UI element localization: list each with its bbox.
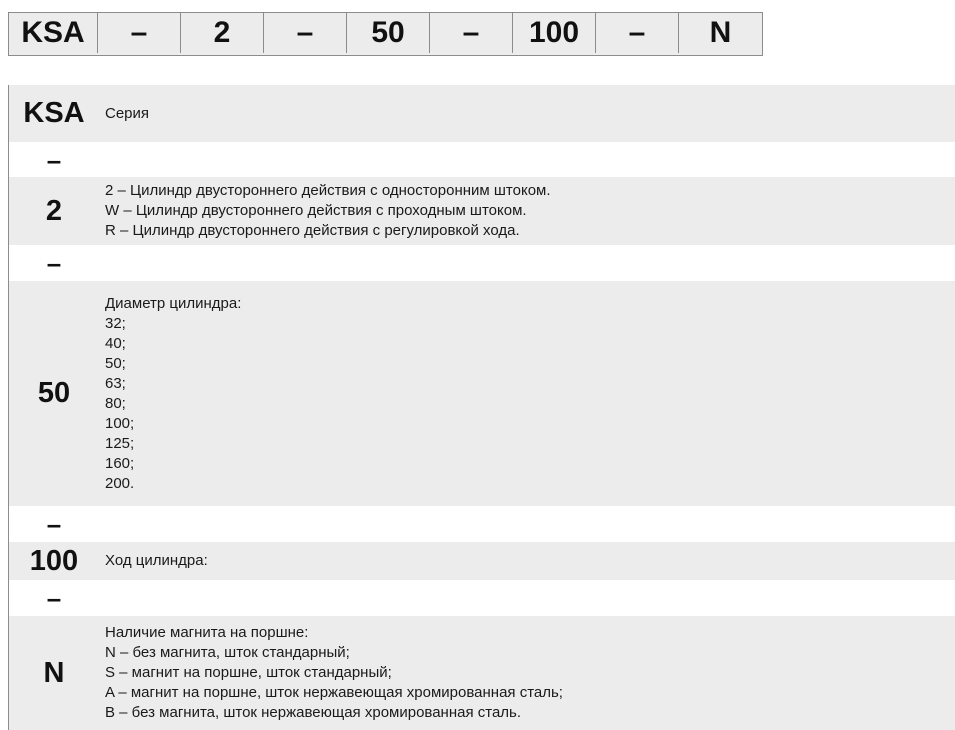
code-stroke: 100 [513,13,596,53]
desc-line: 63; [105,374,126,392]
row-diameter [9,281,955,506]
code-separator: – [596,13,679,53]
desc-line: 40; [105,334,126,352]
desc-line: 50; [105,354,126,372]
row-separator [9,142,955,177]
desc-line: 80; [105,394,126,412]
desc-line: 100; [105,414,135,432]
code-type: 2 [181,13,264,53]
row-separator [9,245,955,281]
desc-line: S – магнит на поршне, шток стандарный; [105,664,392,681]
row-key: N [43,656,65,689]
row-key: KSA [23,97,85,129]
row-description [99,181,955,241]
code-separator: – [430,13,513,53]
row-description [99,551,955,571]
desc-line: Наличие магнита на поршне: [105,624,309,641]
row-series [9,85,955,142]
desc-line: W – Цилиндр двустороннего действия с проходным штоком. [105,202,527,219]
row-separator [9,580,955,616]
desc-line: R – Цилиндр двустороннего действия с регулировкой хода. [105,222,520,239]
row-magnet [9,616,955,730]
row-description [99,294,955,494]
row-key: – [46,248,62,278]
desc-line: Серия [105,104,150,122]
code-separator: – [98,13,181,53]
row-separator [9,506,955,542]
row-description [99,104,955,124]
row-key: 100 [29,544,79,577]
desc-line: 200. [105,474,135,492]
desc-line: A – магнит на поршне, шток нержавеющая хромированная сталь; [105,684,563,701]
row-key: – [46,583,62,613]
desc-line: 32; [105,314,126,332]
code-separator: – [264,13,347,53]
desc-line: 2 – Цилиндр двустороннего действия с односторонним штоком. [105,182,551,199]
row-type [9,177,955,245]
desc-line: Диаметр цилиндра: [105,294,242,312]
spec-table [8,85,955,730]
row-key: – [46,509,62,539]
desc-line: B – без магнита, шток нержавеющая хромированная сталь. [105,704,522,721]
row-stroke [9,542,955,580]
row-key: 2 [45,194,63,227]
desc-line: N – без магнита, шток стандарный; [105,644,350,661]
code-diameter: 50 [347,13,430,53]
desc-line: 160; [105,454,135,472]
desc-line: Ход цилиндра: [105,552,208,569]
code-series: KSA [9,13,98,53]
desc-line: 125; [105,434,135,452]
row-description [99,623,955,723]
code-magnet: N [709,16,732,49]
row-key: – [46,144,62,175]
order-code-strip [8,12,763,56]
row-key: 50 [37,377,71,409]
